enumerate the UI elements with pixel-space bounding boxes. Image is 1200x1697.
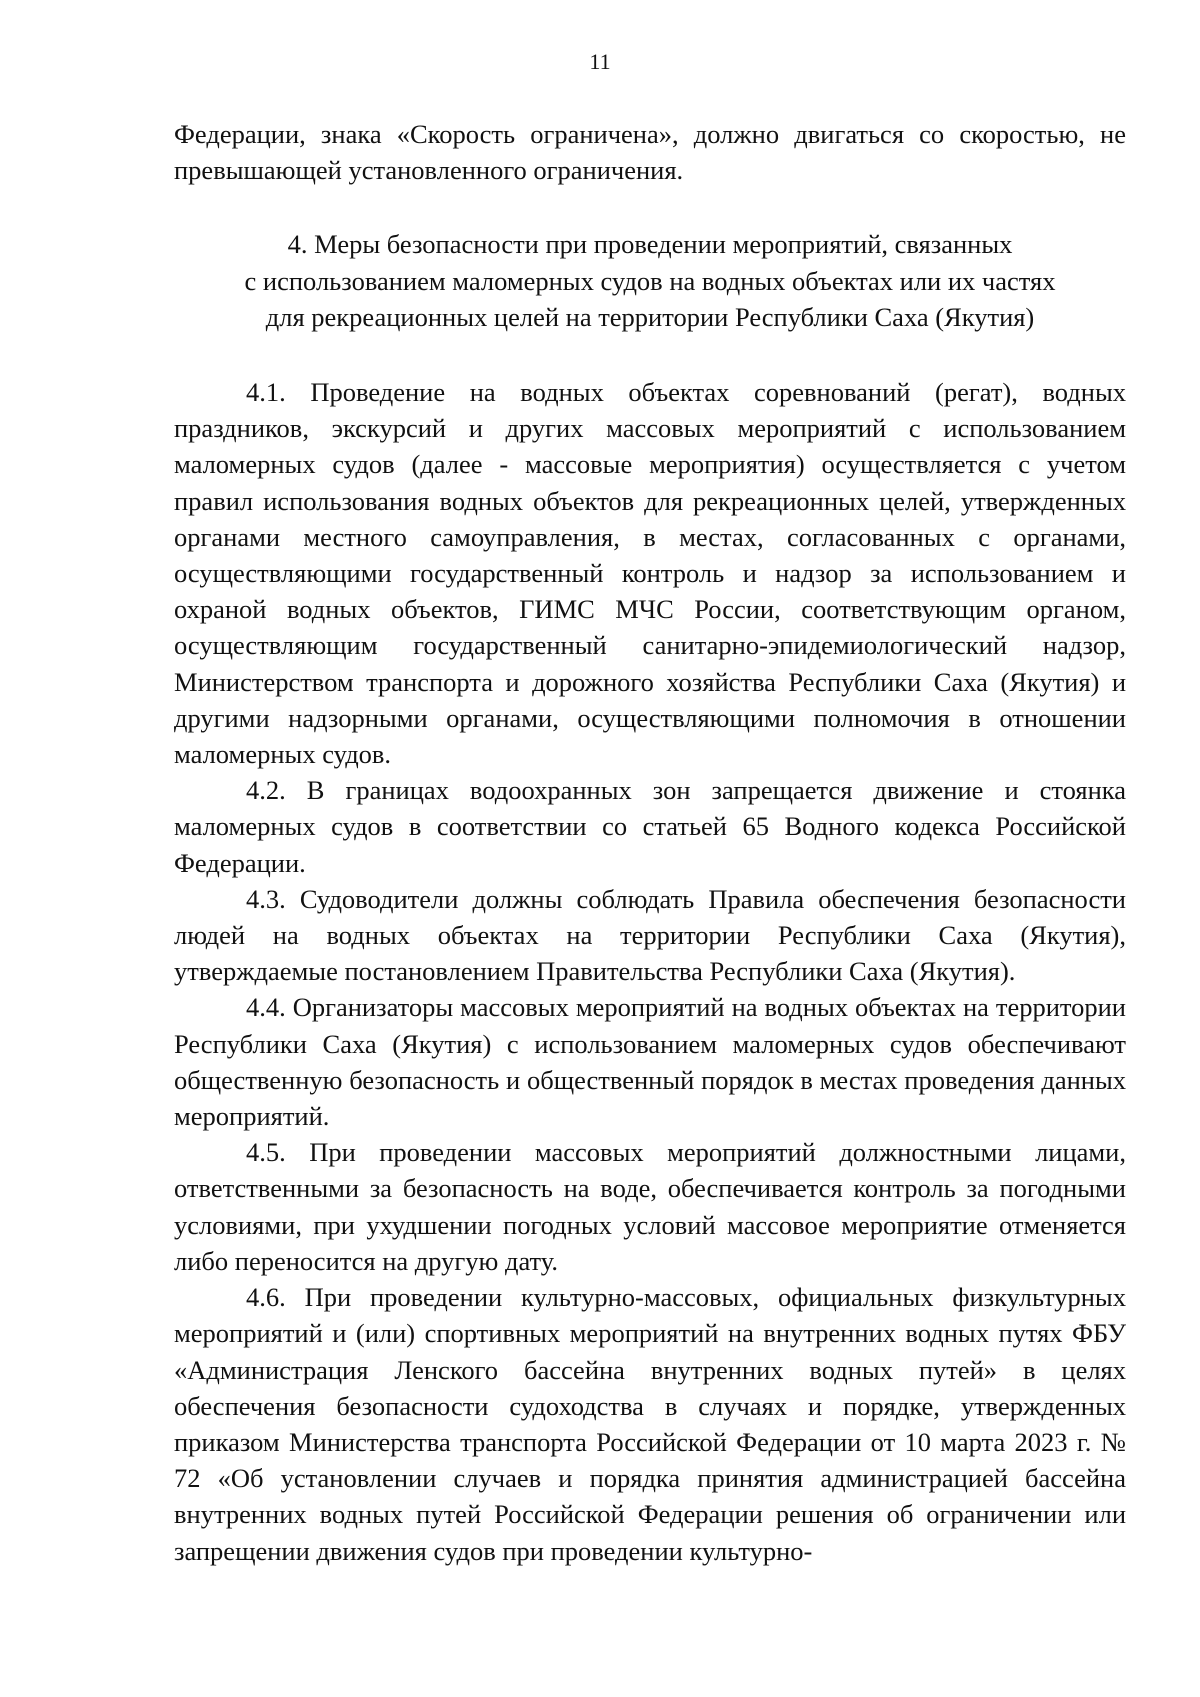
document-body xyxy=(174,116,1126,1569)
section-heading-line: 4. Меры безопасности при проведении мероприятий, связанных xyxy=(287,229,1013,260)
paragraph-4-5: 4.5. При проведении массовых мероприятий должностными лицами, ответственными за безопасность на воде, обеспечивается контроль за погодными условиями, при ухудшении погодных условий массовое мероприятие отменяется либо переносится на другую дату. xyxy=(174,1137,1126,1276)
paragraph-4-3: 4.3. Судоводители должны соблюдать Правила обеспечения безопасности людей на водных объектах на территории Республики Саха (Якутия), утверждаемые постановлением Правительства Республики Саха (Якутия). xyxy=(174,883,1126,987)
paragraph-4-4: 4.4. Организаторы массовых мероприятий на водных объектах на территории Республики Саха (Якутия) с использованием маломерных судов обеспечивают общественную безопасность и общественный порядок в местах проведения данных мероприятий. xyxy=(174,992,1126,1132)
paragraph-4-1: 4.1. Проведение на водных объектах соревнований (регат), водных праздников, экскурсий и других массовых мероприятий с использованием маломерных судов (далее - массовые мероприятия) осуществляется с учетом правил использования водных объектов для рекреационных целей, утвержденных органами местного самоуправления, в местах, согласованных с органами, осуществляющими государственный контроль и надзор за использованием и охраной водных объектов, ГИМС МЧС России, соответствующим органом, осуществляющим государственный санитарно-эпидемиологический надзор, Министерством транспорта и дорожного хозяйства Республики Саха (Якутия) и другими надзорными органами, осуществляющими полномочия в отношении маломерных судов. xyxy=(174,377,1126,770)
section-heading xyxy=(174,226,1126,335)
paragraph-4-6: 4.6. При проведении культурно-массовых, официальных физкультурных мероприятий и (или) спортивных мероприятий на внутренних водных путях ФБУ «Администрация Ленского бассейна внутренних водных путей» в целях обеспечения безопасности судоходства в случаях и порядке, утвержденных приказом Министерства транспорта Российской Федерации от 10 марта 2023 г. № 72 «Об установлении случаев и порядка принятия администрацией бассейна внутренних водных путей Российской Федерации решения об ограничении или запрещении движения судов при проведении культурно- xyxy=(174,1282,1126,1566)
intro-paragraph: Федерации, знака «Скорость ограничена», должно двигаться со скоростью, не превышающей установленного ограничения. xyxy=(174,119,1126,186)
page-number: 11 xyxy=(589,49,611,74)
section-heading-line: с использованием маломерных судов на водных объектах или их частях xyxy=(244,265,1056,296)
paragraph-4-2: 4.2. В границах водоохранных зон запрещается движение и стоянка маломерных судов в соответствии со статьей 65 Водного кодекса Российской Федерации. xyxy=(174,775,1126,878)
section-heading-line: для рекреационных целей на территории Республики Саха (Якутия) xyxy=(265,301,1035,332)
